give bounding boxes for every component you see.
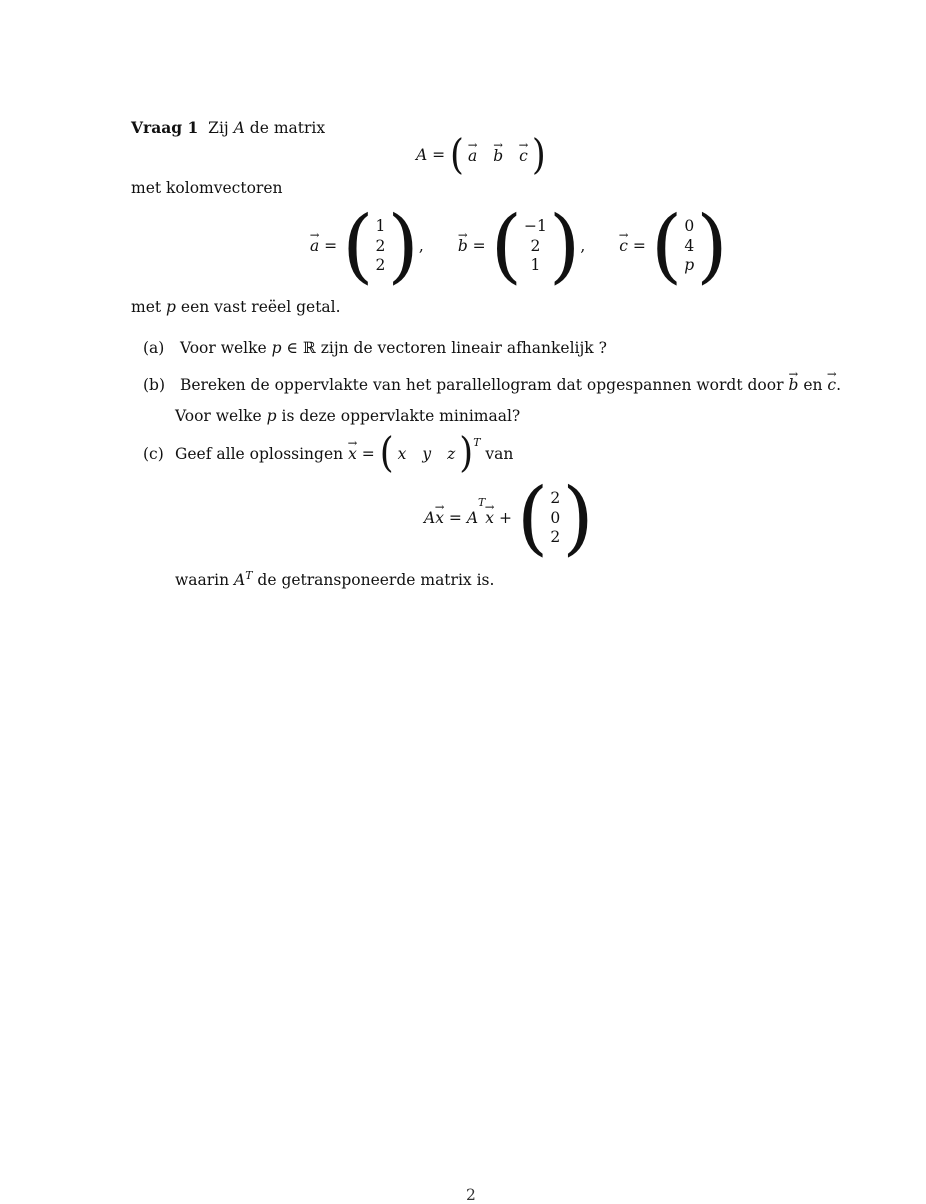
vector-b-name: → b xyxy=(458,237,468,255)
part-c-entry: y xyxy=(422,444,432,463)
part-b-label: (b) xyxy=(143,376,166,394)
matrix-a-definition xyxy=(416,131,546,180)
part-b-line2-pre: Voor welke xyxy=(175,407,262,425)
column-vectors xyxy=(310,199,728,293)
vector-c-entry: p xyxy=(684,255,695,274)
part-b-line2 xyxy=(175,407,520,425)
eq-x2: → x xyxy=(485,509,494,527)
eq-rhs-entry: 0 xyxy=(550,508,561,527)
vector-a-name: → a xyxy=(310,237,319,255)
vector-b: → b = ( −1 2 1 ) , xyxy=(458,206,585,287)
matrix-col-b: → b xyxy=(493,147,503,165)
eq-t: T xyxy=(478,496,486,509)
p-var: p xyxy=(166,298,176,316)
part-c-label: (c) xyxy=(143,444,164,463)
eq-at: A xyxy=(466,509,479,528)
part-c-entry: x xyxy=(397,444,407,463)
intro-var: A xyxy=(233,119,245,137)
vector-b-entry: 1 xyxy=(530,255,541,274)
part-a-var: p xyxy=(271,339,282,357)
part-b-line2-post: is deze oppervlakte minimaal? xyxy=(281,407,521,425)
eq-rhs-entry: 2 xyxy=(550,489,561,508)
matrix-col-a: → a xyxy=(468,147,477,165)
part-c-equation xyxy=(424,471,594,565)
part-b-en: en xyxy=(803,376,823,394)
vector-a-entry: 1 xyxy=(375,217,386,236)
footer-a: A xyxy=(234,571,246,590)
p-definition xyxy=(131,298,341,316)
part-a-label: (a) xyxy=(143,339,165,357)
part-b-vec-c: → c xyxy=(827,376,836,394)
kolom-text: met kolomvectoren xyxy=(131,179,283,197)
vector-c-entry: 0 xyxy=(684,217,695,236)
eq-lhs-x: → x xyxy=(435,509,444,527)
intro-rest: de matrix xyxy=(249,119,326,137)
footer-pre: waarin xyxy=(175,571,230,590)
part-b-vec-b: → b xyxy=(788,376,798,394)
question-heading-line xyxy=(131,118,325,137)
part-b-line1 xyxy=(143,376,841,394)
part-c-entry: z xyxy=(447,444,456,463)
p-text-post: een vast reëel getal. xyxy=(180,298,341,316)
p-text-pre: met xyxy=(131,298,162,316)
footer-post: de getransponeerde matrix is. xyxy=(257,571,495,590)
vector-c-name: → c xyxy=(619,237,628,255)
matrix-lhs: A = xyxy=(416,145,446,164)
part-c-vec-x: → x xyxy=(348,445,357,463)
part-c-footer xyxy=(175,569,494,589)
part-b-text: Bereken de oppervlakte van het parallellogram dat opgespannen wordt door xyxy=(179,376,784,394)
vector-b-sep: , xyxy=(580,237,586,256)
eq-lhs-a: A xyxy=(424,509,436,528)
vector-b-entry: 2 xyxy=(530,236,541,255)
question-heading: Vraag 1 xyxy=(131,118,199,137)
part-c-line1 xyxy=(143,429,514,478)
vector-a-entry: 2 xyxy=(375,255,386,274)
intro-text: Zij xyxy=(208,119,229,137)
part-b-dot: . xyxy=(836,376,842,394)
part-b-line2-var: p xyxy=(266,407,277,425)
part-c-sup: T xyxy=(473,436,481,449)
part-a-pre: Voor welke xyxy=(179,339,267,357)
eq-rhs-entry: 2 xyxy=(550,527,561,546)
vector-a-entry: 2 xyxy=(375,236,386,255)
part-a xyxy=(143,339,607,357)
eq-plus: + xyxy=(498,509,512,528)
page-number: 2 xyxy=(466,1186,476,1204)
part-c-pre: Geef alle oplossingen xyxy=(175,444,344,463)
part-c-post: van xyxy=(485,444,514,463)
footer-t: T xyxy=(245,569,253,582)
vector-b-entry: −1 xyxy=(524,217,547,236)
part-c-eq: = xyxy=(361,444,375,463)
eq-mid: = xyxy=(448,509,462,528)
vector-c-entry: 4 xyxy=(684,236,695,255)
vector-a-sep: , xyxy=(418,237,424,256)
eq-rhs-vector: ( 2 0 2 ) xyxy=(516,471,594,565)
matrix-col-c: → c xyxy=(519,147,528,165)
matrix-row: ( → a → b → c ) xyxy=(450,138,546,174)
vector-c: → c = ( 0 4 p ) xyxy=(619,206,727,287)
part-a-text: ∈ ℝ zijn de vectoren lineair afhankelijk ? xyxy=(286,339,607,357)
vector-a: → a = ( 1 2 2 ) , xyxy=(310,206,424,287)
part-c-row-vector: ( x y z ) $^T$ xyxy=(379,429,481,478)
